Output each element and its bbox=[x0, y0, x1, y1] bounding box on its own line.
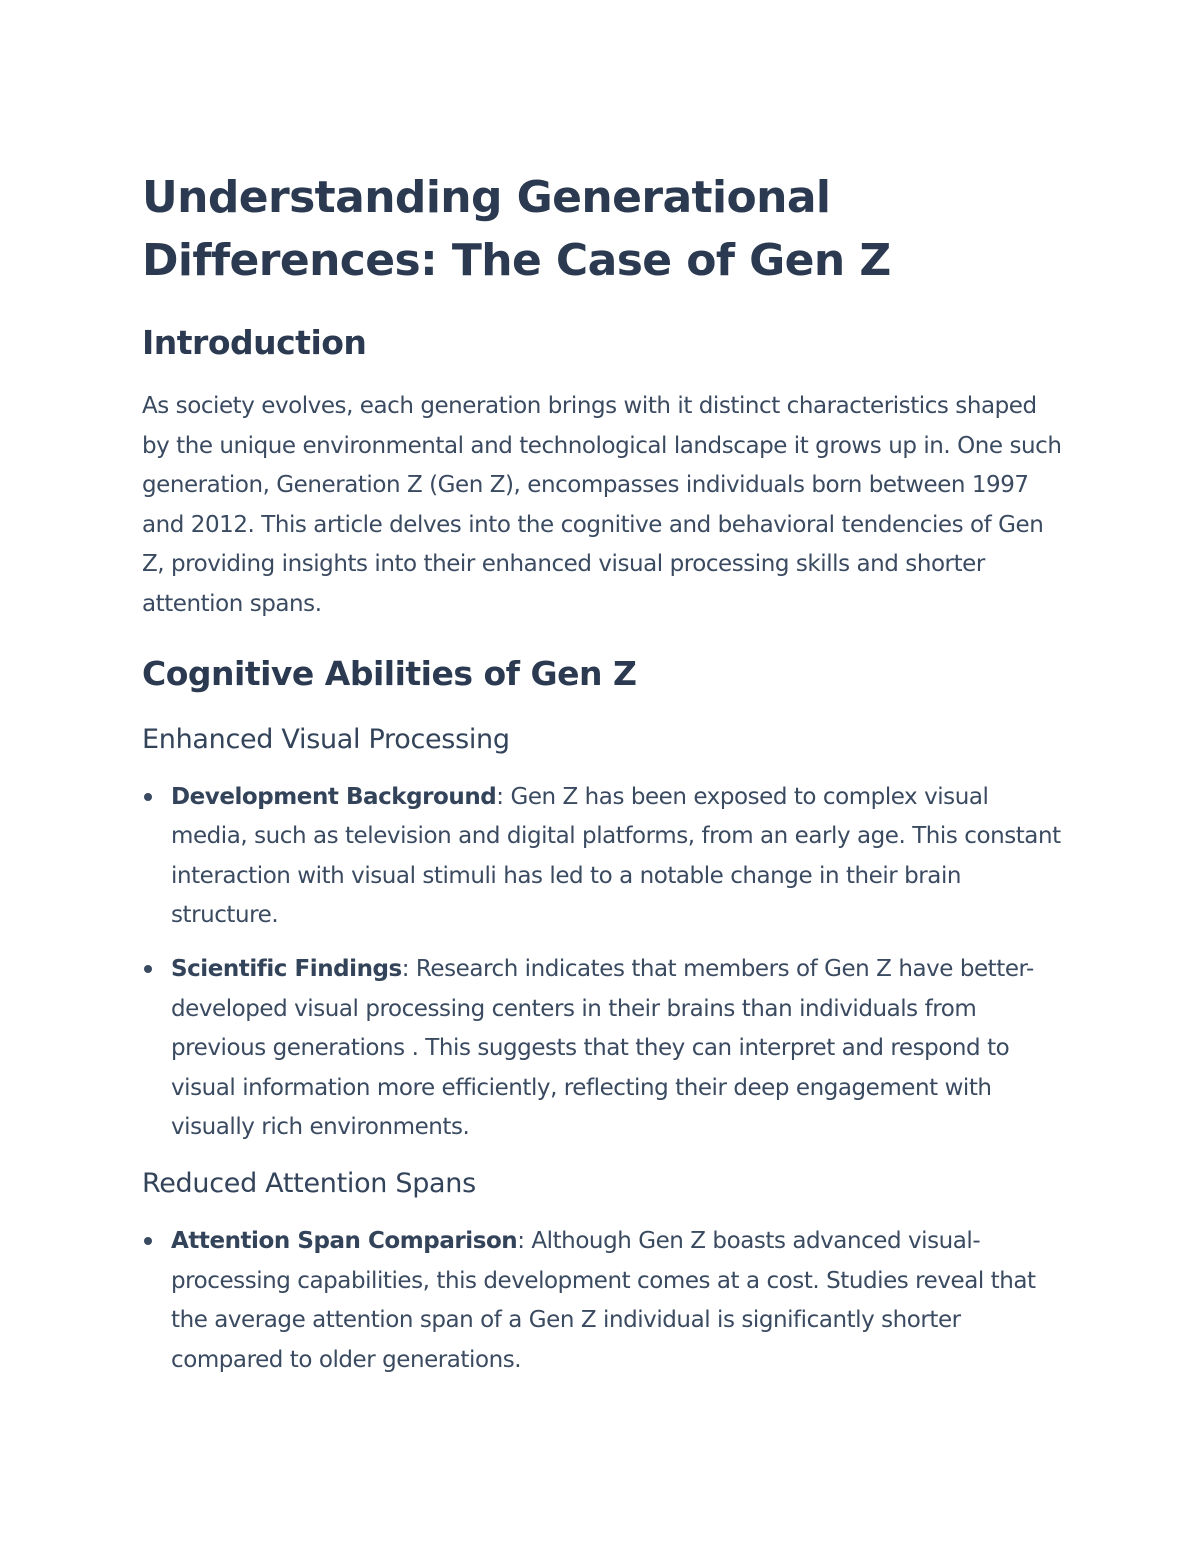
subsection-heading-attention-spans: Reduced Attention Spans bbox=[142, 1167, 476, 1199]
list-item bbox=[142, 950, 1062, 1148]
attention-spans-list bbox=[142, 1222, 1062, 1380]
list-item-text: : Research indicates that members of Gen Z have better-developed visual processing centers in their brains than individuals from previous generations . This suggests that they can interpret and respond to visual information more efficiently, reflecting their deep engagement with visually rich environments. bbox=[171, 955, 1034, 1141]
list-item bbox=[142, 1222, 1062, 1380]
section-heading-cognitive-abilities: Cognitive Abilities of Gen Z bbox=[142, 653, 637, 693]
bullet-icon bbox=[144, 1237, 152, 1245]
section-heading-introduction: Introduction bbox=[142, 323, 367, 362]
bullet-icon bbox=[144, 965, 152, 973]
subsection-heading-visual-processing: Enhanced Visual Processing bbox=[142, 723, 510, 755]
list-item-label: Development Background bbox=[171, 783, 497, 810]
document-page bbox=[142, 166, 1062, 1380]
page-title: Understanding Generational Differences: The Case of Gen Z bbox=[142, 172, 891, 286]
introduction-paragraph: As society evolves, each generation brings with it distinct characteristics shaped by the unique environmental and technological landscape it grows up in. One such generation, Generation Z (Gen Z), encompasses individuals born between 1997 and 2012. This article delves into the cognitive and behavioral tendencies of Gen Z, providing insights into their enhanced visual processing skills and shorter attention spans. bbox=[142, 393, 1062, 617]
list-item-label: Attention Span Comparison bbox=[171, 1227, 518, 1254]
list-item bbox=[142, 778, 1062, 936]
bullet-icon bbox=[144, 793, 152, 801]
list-item-text: : Gen Z has been exposed to complex visual media, such as television and digital platforms, from an early age. This constant interaction with visual stimuli has led to a notable change in their brain structure. bbox=[171, 783, 1061, 929]
visual-processing-list bbox=[142, 778, 1062, 1148]
list-item-label: Scientific Findings bbox=[171, 955, 402, 982]
list-item-text: : Although Gen Z boasts advanced visual-processing capabilities, this development comes at a cost. Studies reveal that the average attention span of a Gen Z individual is significantly shorter compared to older generations. bbox=[171, 1227, 1036, 1373]
